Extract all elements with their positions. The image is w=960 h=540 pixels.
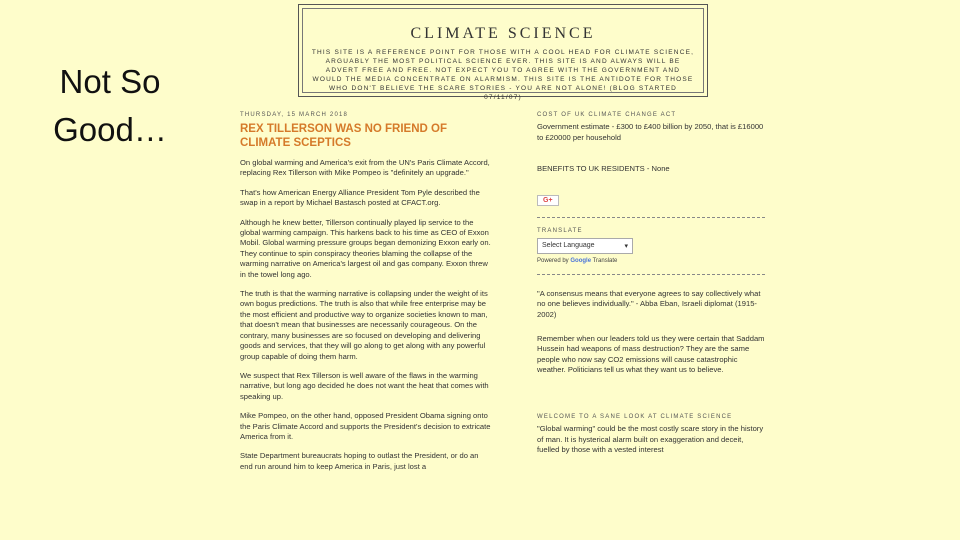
cost-heading: COST OF UK CLIMATE CHANGE ACT: [537, 112, 677, 118]
site-header-inner: [302, 8, 704, 101]
post-column: [240, 112, 492, 481]
dropdown-arrow-icon: ▾: [624, 242, 628, 250]
cost-text: Government estimate - £300 to £400 billion by 2050, that is £16000 to £20000 per household: [537, 122, 764, 142]
welcome-heading: WELCOME TO A SANE LOOK AT CLIMATE SCIENCE: [537, 413, 733, 420]
post-paragraph: The truth is that the warming narrative is collapsing under the weight of its own bogus predictions. The truth is also that while free enterprise may be the most efficient and productive way to organize societies known to man, that doesn't mean that businesses are necessarily courageous. On the contrary, many businesses are so focused on developing and delivering goods and services, that they will go along to get along with any powerful group capable of doing them harm.: [240, 289, 488, 361]
translate-link[interactable]: Translate: [592, 257, 618, 264]
post-paragraph: That's how American Energy Alliance President Tom Pyle described the swap in a report by Michael Bastasch posted at CFACT.org.: [240, 187, 480, 208]
language-select[interactable]: [537, 238, 633, 254]
post-paragraph: State Department bureaucrats hoping to outlast the President, or do an end run around him to keep America in Paris, just lost a: [240, 451, 479, 471]
welcome-text: "Global warming" could be the most costly scare story in the history of man. It is hysterical alarm built on exaggeration and deceit, fuelled by those with a vested interest: [537, 423, 764, 455]
benefits-text: BENEFITS TO UK RESIDENTS - None: [537, 164, 670, 174]
slide-title: Not So Good…: [53, 63, 167, 148]
site-header: [298, 4, 708, 101]
powered-by-label: Powered by: [537, 257, 569, 264]
quote-eban: "A consensus means that everyone agrees to say collectively what no one believes individually." - Abba Eban, Israeli diplomat (1915-2002): [537, 288, 761, 319]
post-paragraph: On global warming and America's exit from the UN's Paris Climate Accord, replacing Rex Tillerson with Mike Pompeo is "definitely an upgrade.": [240, 158, 490, 178]
translate-heading: TRANSLATE: [537, 227, 583, 234]
quote-saddam: Remember when our leaders told us they were certain that Saddam Hussein had weapons of mass destruction? They are the same people who now say CO2 emissions will cause catastrophic weather. Politicians tell us what they want us to believe.: [537, 333, 765, 375]
google-logo: Google: [570, 257, 592, 264]
powered-by-google: [537, 258, 765, 264]
sidebar-divider: [537, 274, 765, 275]
sidebar: [537, 112, 765, 456]
post-paragraph: Although he knew better, Tillerson continually played lip service to the global warming campaign. This harkens back to his time as CEO of Exxon Mobil. Global warming pressure groups began demonizing Exxon early on. They continue to spin conspiracy theories blaming the collapse of the warming narrative on America's largest oil and gas company. Exxon threw in the towel long ago.: [240, 217, 491, 279]
post-title[interactable]: REX TILLERSON WAS NO FRIEND OF CLIMATE SCEPTICS: [240, 123, 448, 149]
site-description: THIS SITE IS A REFERENCE POINT FOR THOSE WITH A COOL HEAD FOR CLIMATE SCIENCE, ARGUABLY THE MOST POLITICAL SCIENCE EVER. THIS SITE IS AND ALWAYS WILL BE ADVERT FREE AND FREE. NOT EXPECT YOU TO AGREE WITH THE GOVERNMENT AND WOULD THE MEDIA CONCENTRATE ON ALARMISM. THIS SITE IS THE ANTIDOTE FOR THOSE WHO DON'T BELIEVE THE SCARE STORIES - YOU ARE NOT ALONE! (BLOG STARTED 07/11/07): [311, 49, 695, 101]
sidebar-divider: [537, 217, 765, 218]
language-select-value: Select Language: [542, 242, 595, 250]
post-paragraph: We suspect that Rex Tillerson is well aware of the flaws in the warming narrative, but long ago decided he does not want the heat that comes with speaking up.: [240, 370, 489, 401]
post-body: [240, 158, 492, 472]
post-paragraph: Mike Pompeo, on the other hand, opposed President Obama signing onto the Paris Climate Accord and supports the President's decision to extricate America from it.: [240, 411, 491, 441]
site-title[interactable]: CLIMATE SCIENCE: [410, 25, 596, 42]
post-date: THURSDAY, 15 MARCH 2018: [240, 112, 349, 118]
gplus-share-button[interactable]: G+: [537, 195, 559, 206]
